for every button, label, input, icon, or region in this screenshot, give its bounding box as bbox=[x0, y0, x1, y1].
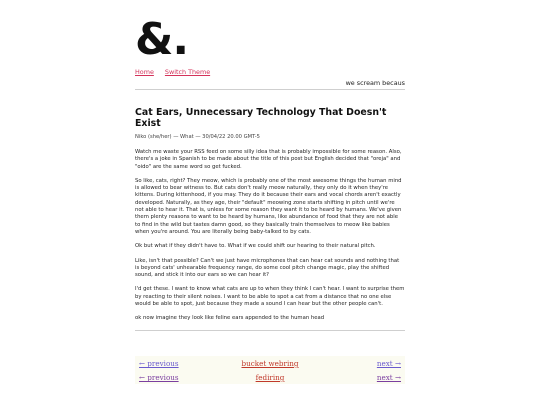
marquee-text: we scream becaus bbox=[135, 79, 405, 90]
post-paragraph: So like, cats, right? They meow, which is probably one of the most awesome things the human mind is allowed to bear witness to. But cats don't really meow naturally, they only do it when they're kittens. During kittenhood, if you may. They do it because their ears and vocal chords aren't exactly developed. Naturally, as they age, their "default" meowing zone starts shifting in pitch until we're not able to hear it. That is, unless for some reason they want it to be heard by humans. We've given them plenty reasons to want to be heard by humans, like abundance of food that they are not able to find in the wild but tastes damn good, so they basically train themselves to meow like babies when you're around. You are literally being baby-talked to by cats. bbox=[135, 177, 402, 235]
post-meta: Niko (she/her) — What — 30/04/22 20.00 GMT-5 bbox=[135, 134, 260, 140]
divider bbox=[135, 330, 405, 331]
home-link[interactable]: Home bbox=[135, 68, 154, 76]
page-content bbox=[135, 14, 405, 331]
webring-name-link[interactable]: fediring bbox=[255, 373, 285, 382]
switch-theme-link[interactable]: Switch Theme bbox=[164, 68, 211, 76]
webring-fediring bbox=[135, 370, 405, 384]
post-paragraph: I'd get these. I want to know what cats are up to when they think I can't hear. I want to surprise them by reacting to their silent noises. I want to be able to spot a cat from a distance that no one else would be able to spot, just because they made a sound I can hear but the other people can't. bbox=[135, 286, 405, 308]
webring-next-link[interactable]: next → bbox=[376, 359, 401, 368]
post-paragraph: ok now imagine they look like feline ears appended to the human head bbox=[135, 315, 325, 322]
webring-name-link[interactable]: bucket webring bbox=[241, 359, 299, 368]
webring-bucket bbox=[135, 356, 405, 370]
post-paragraph: Ok but what if they didn't have to. What if we could shift our hearing to their natural pitch. bbox=[135, 243, 376, 250]
webring-next-link[interactable]: next → bbox=[376, 373, 401, 382]
post-paragraph: Like, isn't that possible? Can't we just have microphones that can hear cat sounds and nothing that is beyond cats' unhearable frequency range, do some cool pitch change magic, play the shifted sound, and stick it into our ears so we can hear it? bbox=[135, 257, 400, 279]
post-body bbox=[135, 149, 405, 323]
webring-previous-link[interactable]: ← previous bbox=[139, 359, 179, 368]
webring-previous-link[interactable]: ← previous bbox=[139, 373, 179, 382]
site-logo[interactable]: &. bbox=[135, 14, 189, 65]
post-title: Cat Ears, Unnecessary Technology That Doesn't Exist bbox=[135, 107, 387, 129]
top-nav bbox=[135, 68, 405, 76]
post-paragraph: Watch me waste your RSS feed on some silly idea that is probably impossible for some reason. Also, there's a joke in Spanish to be made about the title of this post but English decided that "oreja" and "oido" are the same word so get fucked. bbox=[135, 149, 402, 170]
